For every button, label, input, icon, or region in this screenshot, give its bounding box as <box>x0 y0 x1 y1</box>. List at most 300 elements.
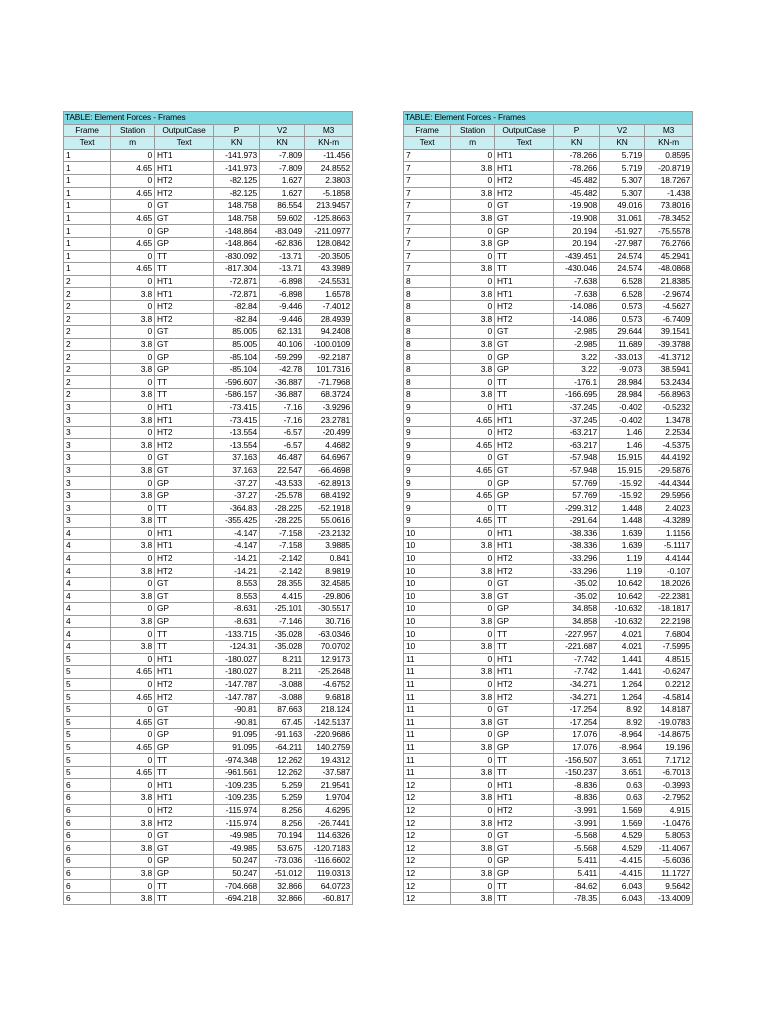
table-title-row <box>404 112 693 125</box>
cell-frame: 3 <box>64 502 111 515</box>
cell-v2: 8.92 <box>600 703 645 716</box>
cell-m3: -11.456 <box>305 149 353 162</box>
cell-frame: 5 <box>64 766 111 779</box>
cell-station: 0 <box>451 452 495 465</box>
table-row <box>404 603 693 616</box>
cell-station: 0 <box>451 527 495 540</box>
cell-station: 0 <box>451 275 495 288</box>
cell-station: 3.8 <box>111 414 155 427</box>
cell-frame: 12 <box>404 842 451 855</box>
cell-m3: -18.1817 <box>645 603 693 616</box>
cell-p: 91.095 <box>214 729 260 742</box>
cell-output-case: TT <box>495 515 554 528</box>
cell-output-case: GT <box>155 577 214 590</box>
table-row <box>64 389 353 402</box>
cell-station: 0 <box>451 200 495 213</box>
cell-station: 3.8 <box>451 590 495 603</box>
table-row <box>404 817 693 830</box>
element-forces-table-right-wrap <box>403 111 693 905</box>
table-row <box>404 414 693 427</box>
cell-frame: 7 <box>404 187 451 200</box>
table-row <box>64 867 353 880</box>
cell-output-case: TT <box>155 263 214 276</box>
cell-v2: -2.142 <box>260 565 305 578</box>
cell-output-case: TT <box>155 389 214 402</box>
cell-station: 0 <box>111 376 155 389</box>
cell-m3: 73.8016 <box>645 200 693 213</box>
cell-station: 0 <box>111 603 155 616</box>
cell-frame: 7 <box>404 200 451 213</box>
column-header-p: P <box>214 124 260 137</box>
table-row <box>404 666 693 679</box>
cell-output-case: TT <box>155 376 214 389</box>
cell-p: -84.62 <box>554 880 600 893</box>
cell-v2: -6.898 <box>260 275 305 288</box>
cell-p: 8.553 <box>214 577 260 590</box>
cell-m3: -20.499 <box>305 426 353 439</box>
table-row <box>404 426 693 439</box>
cell-frame: 11 <box>404 703 451 716</box>
cell-station: 0 <box>111 729 155 742</box>
cell-p: -14.086 <box>554 300 600 313</box>
cell-m3: 4.4144 <box>645 552 693 565</box>
cell-v2: 5.259 <box>260 792 305 805</box>
table-row <box>64 892 353 905</box>
cell-frame: 1 <box>64 200 111 213</box>
cell-frame: 2 <box>64 338 111 351</box>
cell-output-case: HT2 <box>155 439 214 452</box>
cell-output-case: HT2 <box>495 565 554 578</box>
cell-m3: -23.2132 <box>305 527 353 540</box>
cell-v2: -7.16 <box>260 414 305 427</box>
cell-v2: -35.028 <box>260 628 305 641</box>
cell-p: -19.908 <box>554 212 600 225</box>
cell-frame: 6 <box>64 892 111 905</box>
cell-p: -961.561 <box>214 766 260 779</box>
cell-v2: -28.225 <box>260 502 305 515</box>
table-row <box>64 414 353 427</box>
cell-frame: 4 <box>64 565 111 578</box>
cell-output-case: HT2 <box>495 552 554 565</box>
cell-p: 17.076 <box>554 741 600 754</box>
column-header-station: Station <box>111 124 155 137</box>
cell-frame: 6 <box>64 829 111 842</box>
cell-frame: 5 <box>64 678 111 691</box>
cell-p: -37.245 <box>554 401 600 414</box>
cell-output-case: TT <box>495 502 554 515</box>
cell-v2: -4.415 <box>600 855 645 868</box>
cell-station: 4.65 <box>111 263 155 276</box>
cell-output-case: HT1 <box>495 275 554 288</box>
cell-output-case: GP <box>155 855 214 868</box>
cell-output-case: HT2 <box>155 313 214 326</box>
cell-frame: 5 <box>64 729 111 742</box>
table-row <box>404 351 693 364</box>
table-row <box>64 149 353 162</box>
unit-station: m <box>111 137 155 150</box>
cell-frame: 11 <box>404 691 451 704</box>
cell-frame: 8 <box>404 389 451 402</box>
cell-station: 3.8 <box>451 817 495 830</box>
table-row <box>64 666 353 679</box>
cell-output-case: TT <box>495 892 554 905</box>
column-header-frame: Frame <box>64 124 111 137</box>
cell-output-case: HT2 <box>495 439 554 452</box>
cell-v2: 8.92 <box>600 716 645 729</box>
cell-p: -439.451 <box>554 250 600 263</box>
cell-p: -141.973 <box>214 162 260 175</box>
cell-v2: 12.262 <box>260 766 305 779</box>
cell-p: -85.104 <box>214 351 260 364</box>
cell-frame: 4 <box>64 628 111 641</box>
cell-v2: -0.402 <box>600 401 645 414</box>
cell-p: -82.125 <box>214 187 260 200</box>
cell-output-case: HT2 <box>495 300 554 313</box>
cell-v2: 8.256 <box>260 804 305 817</box>
cell-p: -82.84 <box>214 313 260 326</box>
cell-station: 3.8 <box>451 691 495 704</box>
cell-frame: 11 <box>404 666 451 679</box>
table-title: TABLE: Element Forces - Frames <box>64 112 353 125</box>
cell-output-case: GP <box>155 363 214 376</box>
cell-m3: -48.0868 <box>645 263 693 276</box>
cell-v2: 1.569 <box>600 804 645 817</box>
units-row <box>404 137 693 150</box>
cell-m3: 0.8595 <box>645 149 693 162</box>
cell-output-case: GT <box>155 829 214 842</box>
table-row <box>64 250 353 263</box>
unit-v2: KN <box>600 137 645 150</box>
element-forces-table-left-wrap <box>63 111 353 905</box>
cell-frame: 5 <box>64 741 111 754</box>
cell-p: -694.218 <box>214 892 260 905</box>
cell-frame: 8 <box>404 351 451 364</box>
cell-p: -974.348 <box>214 754 260 767</box>
cell-station: 0 <box>451 174 495 187</box>
cell-m3: -0.107 <box>645 565 693 578</box>
table-row <box>64 263 353 276</box>
cell-m3: -4.5375 <box>645 439 693 452</box>
cell-m3: -30.5517 <box>305 603 353 616</box>
cell-output-case: HT1 <box>495 149 554 162</box>
cell-station: 0 <box>111 174 155 187</box>
table-row <box>404 174 693 187</box>
cell-v2: -6.57 <box>260 426 305 439</box>
cell-frame: 7 <box>404 174 451 187</box>
cell-station: 4.65 <box>111 237 155 250</box>
cell-v2: -7.158 <box>260 527 305 540</box>
table-row <box>64 653 353 666</box>
cell-p: -34.271 <box>554 678 600 691</box>
cell-frame: 11 <box>404 766 451 779</box>
cell-m3: 2.4023 <box>645 502 693 515</box>
cell-frame: 8 <box>404 275 451 288</box>
unit-frame: Text <box>404 137 451 150</box>
cell-station: 3.8 <box>451 842 495 855</box>
cell-station: 3.8 <box>111 640 155 653</box>
cell-v2: -36.887 <box>260 376 305 389</box>
cell-v2: 0.63 <box>600 779 645 792</box>
cell-m3: -4.5814 <box>645 691 693 704</box>
cell-v2: 6.528 <box>600 288 645 301</box>
table-row <box>64 703 353 716</box>
cell-output-case: HT1 <box>495 540 554 553</box>
cell-frame: 2 <box>64 326 111 339</box>
cell-frame: 12 <box>404 779 451 792</box>
cell-station: 0 <box>451 250 495 263</box>
cell-m3: 140.2759 <box>305 741 353 754</box>
cell-station: 3.8 <box>111 540 155 553</box>
cell-m3: -13.4009 <box>645 892 693 905</box>
cell-v2: 24.574 <box>600 250 645 263</box>
cell-station: 0 <box>451 477 495 490</box>
cell-p: 57.769 <box>554 489 600 502</box>
cell-frame: 5 <box>64 716 111 729</box>
cell-frame: 9 <box>404 426 451 439</box>
table-title: TABLE: Element Forces - Frames <box>404 112 693 125</box>
element-forces-table-right <box>403 111 693 905</box>
cell-frame: 3 <box>64 464 111 477</box>
table-row <box>404 577 693 590</box>
cell-p: -291.64 <box>554 515 600 528</box>
cell-output-case: TT <box>155 515 214 528</box>
cell-p: -8.631 <box>214 603 260 616</box>
cell-p: 148.758 <box>214 200 260 213</box>
cell-v2: 8.256 <box>260 817 305 830</box>
cell-v2: -91.163 <box>260 729 305 742</box>
cell-output-case: HT1 <box>155 414 214 427</box>
cell-m3: -11.4067 <box>645 842 693 855</box>
cell-station: 3.8 <box>111 464 155 477</box>
table-row <box>64 527 353 540</box>
cell-output-case: GT <box>155 464 214 477</box>
cell-v2: 1.448 <box>600 502 645 515</box>
cell-p: 148.758 <box>214 212 260 225</box>
cell-station: 0 <box>111 653 155 666</box>
cell-m3: -66.4698 <box>305 464 353 477</box>
table-row <box>404 615 693 628</box>
cell-station: 3.8 <box>451 187 495 200</box>
cell-p: -8.631 <box>214 615 260 628</box>
cell-v2: -13.71 <box>260 250 305 263</box>
cell-output-case: HT1 <box>495 779 554 792</box>
cell-v2: -42.78 <box>260 363 305 376</box>
cell-p: -221.687 <box>554 640 600 653</box>
cell-frame: 2 <box>64 288 111 301</box>
cell-p: -586.157 <box>214 389 260 402</box>
table-row <box>404 640 693 653</box>
table-row <box>404 804 693 817</box>
cell-p: -148.864 <box>214 237 260 250</box>
table-row <box>64 804 353 817</box>
table-row <box>404 540 693 553</box>
table-row <box>64 237 353 250</box>
cell-station: 4.65 <box>451 489 495 502</box>
cell-m3: 4.915 <box>645 804 693 817</box>
cell-m3: -4.6752 <box>305 678 353 691</box>
cell-m3: -62.8913 <box>305 477 353 490</box>
cell-output-case: HT2 <box>495 691 554 704</box>
cell-m3: -2.9674 <box>645 288 693 301</box>
cell-station: 3.8 <box>111 867 155 880</box>
cell-p: -147.787 <box>214 678 260 691</box>
cell-output-case: GT <box>495 212 554 225</box>
column-header-p: P <box>554 124 600 137</box>
cell-p: -35.02 <box>554 577 600 590</box>
cell-m3: -22.2381 <box>645 590 693 603</box>
cell-v2: 4.529 <box>600 829 645 842</box>
cell-output-case: TT <box>155 766 214 779</box>
cell-p: 91.095 <box>214 741 260 754</box>
cell-station: 3.8 <box>111 389 155 402</box>
cell-p: -82.84 <box>214 300 260 313</box>
cell-station: 0 <box>111 880 155 893</box>
cell-station: 3.8 <box>111 817 155 830</box>
cell-p: -166.695 <box>554 389 600 402</box>
cell-frame: 7 <box>404 225 451 238</box>
cell-m3: 23.2781 <box>305 414 353 427</box>
cell-p: -109.235 <box>214 779 260 792</box>
cell-output-case: GT <box>495 577 554 590</box>
table-row <box>64 187 353 200</box>
table-row <box>64 401 353 414</box>
cell-frame: 8 <box>404 288 451 301</box>
cell-m3: 7.1712 <box>645 754 693 767</box>
cell-output-case: TT <box>495 376 554 389</box>
cell-output-case: GP <box>495 489 554 502</box>
column-header-frame: Frame <box>404 124 451 137</box>
cell-v2: 62.131 <box>260 326 305 339</box>
cell-station: 4.65 <box>111 666 155 679</box>
cell-frame: 6 <box>64 792 111 805</box>
cell-output-case: HT2 <box>495 426 554 439</box>
cell-m3: -20.8719 <box>645 162 693 175</box>
cell-p: -704.668 <box>214 880 260 893</box>
cell-output-case: TT <box>155 754 214 767</box>
cell-frame: 2 <box>64 351 111 364</box>
cell-station: 0 <box>111 502 155 515</box>
cell-output-case: GT <box>495 703 554 716</box>
table-row <box>404 149 693 162</box>
cell-station: 0 <box>111 452 155 465</box>
cell-v2: 1.627 <box>260 187 305 200</box>
cell-p: -5.568 <box>554 842 600 855</box>
cell-p: 50.247 <box>214 867 260 880</box>
cell-output-case: HT2 <box>495 804 554 817</box>
cell-output-case: HT1 <box>495 162 554 175</box>
cell-frame: 1 <box>64 237 111 250</box>
cell-output-case: HT2 <box>155 552 214 565</box>
cell-frame: 4 <box>64 577 111 590</box>
cell-m3: 38.5941 <box>645 363 693 376</box>
cell-m3: -52.1918 <box>305 502 353 515</box>
cell-p: 3.22 <box>554 351 600 364</box>
cell-v2: 11.689 <box>600 338 645 351</box>
cell-v2: 1.441 <box>600 653 645 666</box>
cell-frame: 3 <box>64 439 111 452</box>
cell-frame: 3 <box>64 452 111 465</box>
cell-frame: 1 <box>64 174 111 187</box>
cell-frame: 11 <box>404 729 451 742</box>
cell-frame: 4 <box>64 603 111 616</box>
cell-station: 4.65 <box>111 212 155 225</box>
table-row <box>64 515 353 528</box>
cell-output-case: GT <box>155 703 214 716</box>
cell-m3: -125.8663 <box>305 212 353 225</box>
cell-station: 3.8 <box>451 338 495 351</box>
cell-station: 3.8 <box>451 565 495 578</box>
cell-p: -147.787 <box>214 691 260 704</box>
cell-station: 3.8 <box>111 338 155 351</box>
cell-p: 85.005 <box>214 326 260 339</box>
cell-p: 57.769 <box>554 477 600 490</box>
cell-frame: 12 <box>404 880 451 893</box>
table-row <box>404 250 693 263</box>
unit-output-case: Text <box>495 137 554 150</box>
table-row <box>64 792 353 805</box>
cell-output-case: HT2 <box>155 565 214 578</box>
cell-p: -19.908 <box>554 200 600 213</box>
table-row <box>404 754 693 767</box>
cell-p: -72.871 <box>214 288 260 301</box>
cell-v2: -51.927 <box>600 225 645 238</box>
cell-m3: 68.3724 <box>305 389 353 402</box>
column-header-station: Station <box>451 124 495 137</box>
cell-frame: 7 <box>404 212 451 225</box>
cell-m3: 19.196 <box>645 741 693 754</box>
cell-m3: -20.3505 <box>305 250 353 263</box>
table-row <box>404 842 693 855</box>
cell-m3: 5.8053 <box>645 829 693 842</box>
cell-v2: -9.446 <box>260 313 305 326</box>
cell-station: 0 <box>111 754 155 767</box>
cell-p: -355.425 <box>214 515 260 528</box>
cell-p: -17.254 <box>554 703 600 716</box>
table-row <box>64 313 353 326</box>
cell-station: 0 <box>111 804 155 817</box>
cell-frame: 1 <box>64 263 111 276</box>
cell-frame: 4 <box>64 615 111 628</box>
cell-m3: -5.1858 <box>305 187 353 200</box>
cell-m3: 45.2941 <box>645 250 693 263</box>
cell-station: 0 <box>111 628 155 641</box>
cell-station: 3.8 <box>451 288 495 301</box>
cell-m3: 3.9885 <box>305 540 353 553</box>
cell-v2: 1.639 <box>600 540 645 553</box>
cell-output-case: GT <box>155 200 214 213</box>
cell-v2: 28.984 <box>600 376 645 389</box>
cell-frame: 11 <box>404 716 451 729</box>
cell-station: 4.65 <box>111 187 155 200</box>
cell-station: 4.65 <box>111 716 155 729</box>
cell-output-case: TT <box>495 628 554 641</box>
cell-frame: 10 <box>404 565 451 578</box>
cell-v2: -83.049 <box>260 225 305 238</box>
cell-v2: -7.809 <box>260 149 305 162</box>
cell-frame: 11 <box>404 653 451 666</box>
table-row <box>64 640 353 653</box>
cell-output-case: GT <box>495 326 554 339</box>
cell-output-case: GP <box>495 855 554 868</box>
cell-output-case: GP <box>155 237 214 250</box>
cell-p: -596.607 <box>214 376 260 389</box>
cell-m3: 19.4312 <box>305 754 353 767</box>
cell-m3: -37.587 <box>305 766 353 779</box>
cell-frame: 11 <box>404 741 451 754</box>
cell-v2: 4.415 <box>260 590 305 603</box>
cell-frame: 1 <box>64 212 111 225</box>
cell-output-case: TT <box>155 892 214 905</box>
